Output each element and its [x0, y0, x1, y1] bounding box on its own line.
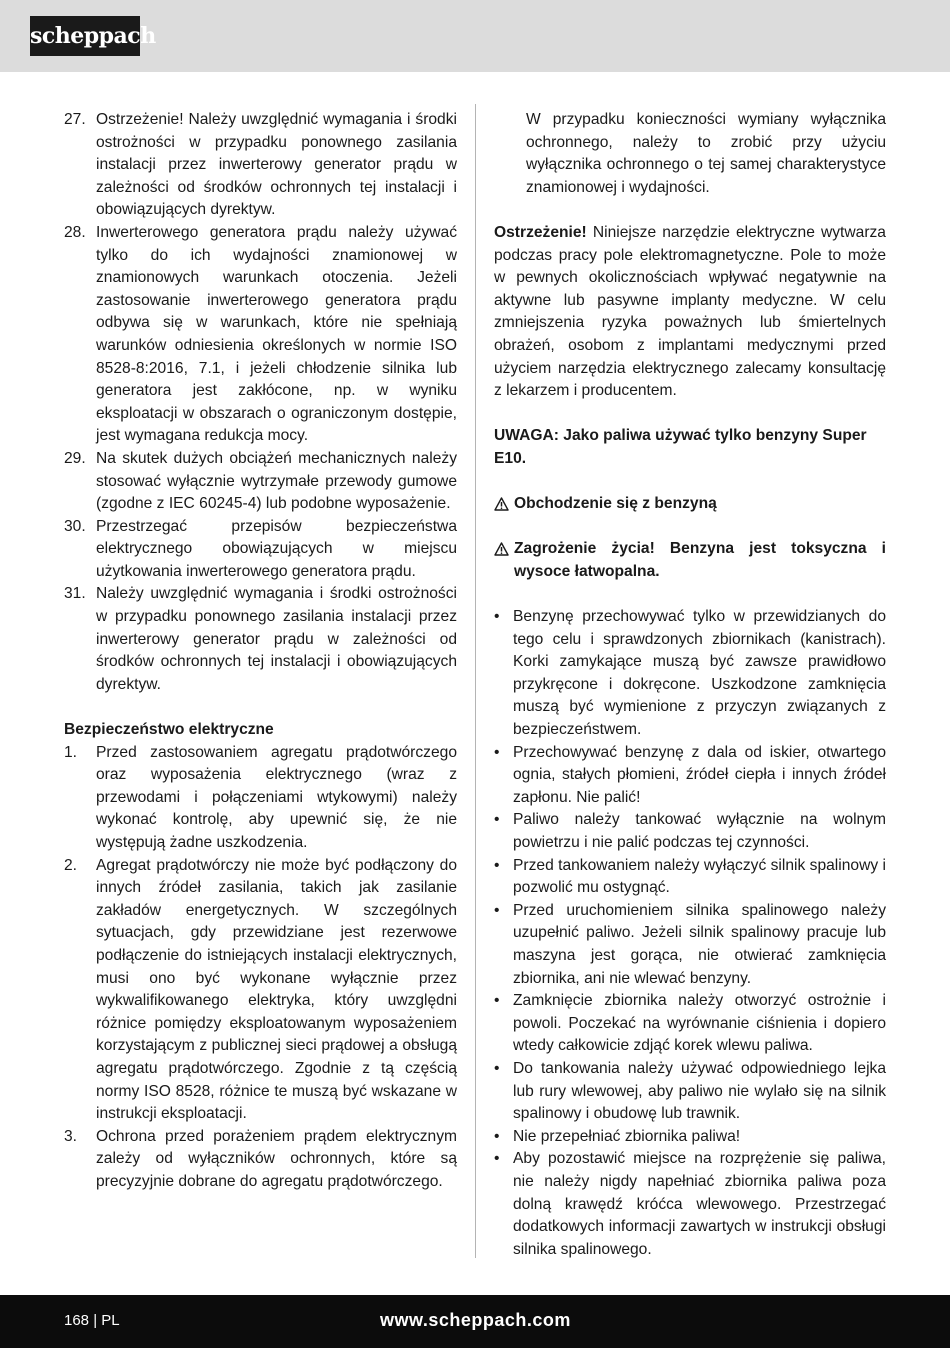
page-number: 168 | PL: [64, 1312, 120, 1329]
item-text: Paliwo należy tankować wyłącznie na wolnym powietrzu i nie palić podczas tej czynności.: [513, 811, 886, 851]
bullet-icon: •: [494, 743, 500, 761]
petrol-handling-heading: [494, 493, 886, 516]
list-item: [64, 855, 457, 1126]
list-item: [494, 606, 886, 742]
list-item: [494, 900, 886, 990]
list-item: [494, 990, 886, 1058]
item-number: 28.: [64, 223, 86, 241]
bullet-icon: •: [494, 901, 500, 919]
list-item: [494, 1058, 886, 1126]
item-text: Przed tankowaniem należy wyłączyć silnik spalinowy i pozwolić mu ostygnąć.: [513, 856, 886, 897]
spacer: [64, 696, 457, 719]
website-url: www.scheppach.com: [380, 1310, 571, 1330]
list-item: [64, 1126, 457, 1194]
list-item: [64, 222, 457, 448]
spacer: [494, 471, 886, 494]
bullet-icon: •: [494, 1127, 500, 1145]
right-column: [494, 109, 886, 1261]
warning-triangle-icon: [494, 493, 514, 516]
item-text: Agregat prądotwórczy nie może być podłączony do innych źródeł zasilania, takich jak zasilanie zakładów energetycznych. W szczególnych sytuacjach, gdy przewidziane jest rezerwowe podłączenie do istniejących instalacji elektrycznych, musi ono być wykonane wyłącznie przez wykwalifikowanego elektryka, który uwzględni różnice pomiędzy eksploatowanym wyposażeniem korzystającym z publicznej sieci prądowej a obsługą agregatu prądotwórczego. Zgodnie z tą częścią normy ISO 8528, różnice te muszą być wskazane w instrukcji eksploatacji.: [96, 856, 457, 1123]
bullet-icon: •: [494, 856, 500, 874]
item-text: Zamknięcie zbiornika należy otworzyć ostrożnie i powoli. Poczekać na wyrównanie ciśnienia i dopiero wtedy całkowicie zdjąć korek wlewu paliwa.: [513, 992, 886, 1055]
continuation-text: W przypadku konieczności wymiany wyłącznika ochronnego, należy to zrobić przy użyciu wyłącznika ochronnego o tej samej charakterystyce znamionowej i wydajności.: [526, 111, 886, 196]
fuel-note: UWAGA: Jako paliwa używać tylko benzyny Super E10.: [494, 427, 867, 467]
bullet-icon: •: [494, 1059, 500, 1077]
item-text: Nie przepełniać zbiornika paliwa!: [513, 1127, 741, 1145]
footer-bar: [0, 1295, 950, 1348]
list-item: [494, 742, 886, 810]
bullet-icon: •: [494, 608, 500, 626]
item-number: 29.: [64, 449, 86, 467]
list-item: [494, 855, 886, 900]
item-number: 27.: [64, 111, 86, 128]
item-number: 1.: [64, 743, 78, 761]
list-item: [64, 516, 457, 584]
header-bar: [0, 0, 950, 72]
list-item: [494, 1126, 886, 1149]
item-text: Do tankowania należy używać odpowiedniego lejka lub rury wlewowej, aby paliwo nie wylało się na silnik spalinowy i obudowę lub trawnik.: [513, 1059, 886, 1123]
item-text: Przed uruchomieniem silnika spalinowego należy uzupełnić paliwo. Jeżeli silnik spalinowy pracuje lub maszyna jest gorąca, nie otwierać zamknięcia zbiornika, ani nie wlewać benzyny.: [513, 901, 886, 987]
warning-text: Niniejsze narzędzie elektryczne wytwarza podczas pracy pole elektromagnetyczne. Pole to może w pewnych okolicznościach wpływać negatywnie na aktywne lub pasywne implanty medyczne. W celu zmniejszenia ryzyka poważnych lub śmiertelnych obrażeń, osobom z implantami medycznymi przed użyciem narzędzia elektrycznego zalecamy konsultację z lekarzem i producentem.: [494, 223, 886, 400]
brand-logo: scheppach: [30, 16, 140, 56]
danger-warning: [494, 538, 886, 583]
item-number: 3.: [64, 1127, 78, 1145]
emf-warning-paragraph: [494, 222, 886, 403]
danger-text: Zagrożenie życia! Benzyna jest toksyczna i wysoce łatwopalna.: [514, 540, 886, 580]
item-text: Ostrzeżenie! Należy uwzględnić wymagania i środki ostrożności w przypadku ponownego zasilania instalacji przez inwerterowy generator prądu w zależności od środków ochronnych tej instalacji i obowiązujących dyrektyw.: [96, 111, 457, 219]
column-divider: [475, 104, 476, 1258]
item-text: Inwerterowego generatora prądu należy używać tylko do ich wydajności znamionowej w znamionowych warunkach otoczenia. Jeżeli zastosowanie inwerterowego generatora prądu odbywa się w warunkach, które nie spełniają warunków odniesienia określonych w normie ISO 8528-8:2016, 7.1, i jeżeli chłodzenie silnika lub generatora jest zakłócone, np. w wyniku eksploatacji w obszarach o ograniczonym dostępie, jest wymagana redukcja mocy.: [96, 223, 457, 445]
list-item: [64, 742, 457, 855]
bullet-icon: •: [494, 1150, 500, 1168]
item-text: Przestrzegać przepisów bezpieczeństwa elektrycznego obowiązujących w miejscu użytkowania inwerterowego generatora prądu.: [96, 517, 457, 580]
spacer: [494, 583, 886, 606]
item-number: 31.: [64, 585, 86, 603]
warning-label: Ostrzeżenie!: [494, 223, 587, 241]
bullet-icon: •: [494, 811, 500, 829]
spacer: [494, 199, 886, 222]
item-text: Benzynę przechowywać tylko w przewidzianych do tego celu i sprawdzonych zbiornikach (kanistrach). Korki zamykające muszą być zawsze prawidłowo przykręcone i dokręcone. Uszkodzone zamknięcia muszą być wymienione z przyczyn związanych z bezpieczeństwem.: [513, 608, 886, 739]
list-item: [494, 1148, 886, 1261]
item-text: Na skutek dużych obciążeń mechanicznych należy stosować wyłącznie wytrzymałe przewody gumowe (zgodne z IEC 60245-4) lub podobne wyposażenie.: [96, 449, 457, 513]
list-item: [494, 809, 886, 854]
item-text: Przed zastosowaniem agregatu prądotwórczego oraz wyposażenia elektrycznego (wraz z przewodami i połączeniami wtykowymi) należy wykonać kontrolę, aby upewnić się, że nie występują żadne uszkodzenia.: [96, 743, 457, 851]
item-text: Ochrona przed porażeniem prądem elektrycznym zależy od wyłączników ochronnych, które są precyzyjnie dobrane do agregatu prądotwórczego.: [96, 1127, 457, 1190]
item-number: 2.: [64, 856, 78, 874]
spacer: [494, 516, 886, 539]
warning-triangle-icon: [494, 538, 514, 583]
left-column: [64, 109, 457, 1194]
section-heading-electrical-safety: Bezpieczeństwo elektryczne: [64, 721, 274, 739]
item-text: Należy uwzględnić wymagania i środki ostrożności w przypadku ponownego zasilania instalacji przez inwerterowy generator prądu w zależności od środków ochronnych tej instalacji i obowiązujących dyrektyw.: [96, 585, 457, 693]
item-text: Przechowywać benzynę z dala od iskier, otwartego ognia, stałych płomieni, źródeł ciepła i innych źródeł zapłonu. Nie palić!: [513, 743, 886, 806]
item-text: Aby pozostawić miejsce na rozprężenie się paliwa, nie należy nigdy napełniać zbiornika paliwa poza dolną krawędź króćca wlewowego. Przestrzegać dodatkowych informacji zawartych w instrukcji obsługi silnika spalinowego.: [513, 1150, 886, 1258]
heading-text: Obchodzenie się z benzyną: [514, 495, 717, 513]
spacer: [494, 403, 886, 426]
bullet-icon: •: [494, 992, 500, 1010]
list-item: [64, 448, 457, 516]
item-number: 30.: [64, 517, 86, 535]
list-item: [64, 583, 457, 696]
list-item: [64, 109, 457, 222]
